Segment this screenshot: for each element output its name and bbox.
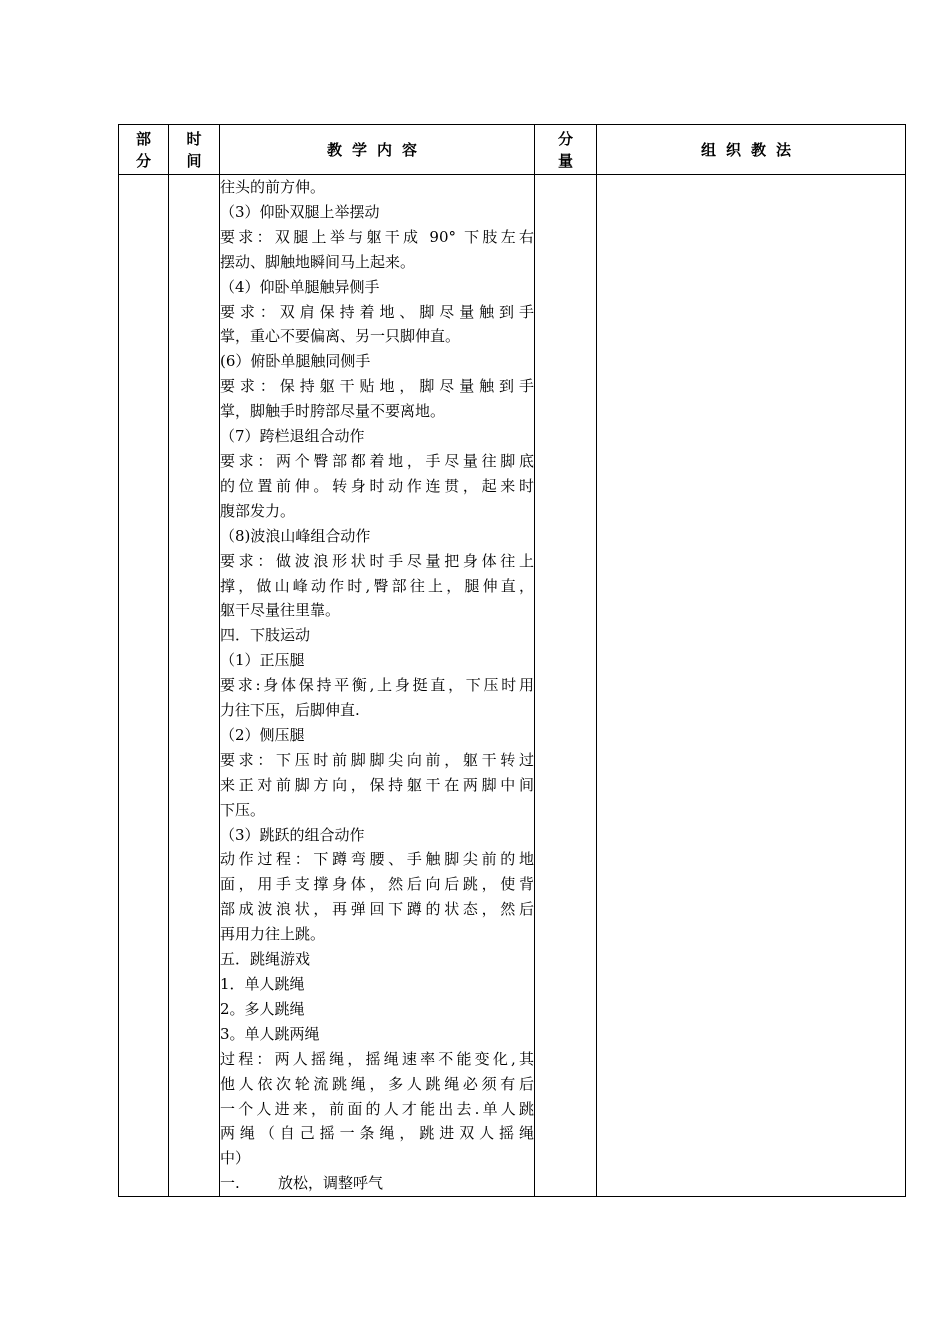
amount-cell	[535, 175, 597, 1197]
relax-text: 放松，调整呼气	[278, 1174, 384, 1193]
header-time: 时 间	[169, 125, 220, 175]
content-line: 中）	[220, 1149, 251, 1168]
content-line: 要求:身体保持平衡,上身挺直，下压时用	[220, 676, 534, 695]
time-cell	[169, 175, 220, 1197]
content-line: 撑，做山峰动作时,臀部往上，腿伸直，	[220, 576, 534, 595]
header-teaching-content: 教学内容	[220, 125, 535, 175]
content-line: 掌，重心不要偏离、另一只脚伸直。	[220, 327, 461, 346]
content-line-last	[220, 1171, 534, 1196]
content-line: （7）跨栏退组合动作	[220, 427, 365, 446]
content-line: (6）俯卧单腿触同侧手	[220, 352, 371, 371]
content-line: 来正对前脚方向，保持躯干在两脚中间	[220, 775, 534, 794]
content-line: 摆动、脚触地瞬间马上起来。	[220, 252, 416, 271]
content-line: 往头的前方伸。	[220, 178, 326, 196]
content-line: 躯干尽量往里靠。	[220, 601, 341, 620]
header-amount: 分 量	[535, 125, 597, 175]
content-line: （8)波浪山峰组合动作	[220, 526, 371, 545]
content-line: 1．单人跳绳	[220, 975, 305, 993]
content-line: 2。多人跳绳	[220, 999, 305, 1018]
content-line: （4）仰卧单腿触异侧手	[220, 277, 380, 296]
content-line: 的位置前伸。转身时动作连贯，起来时	[220, 476, 534, 495]
content-line: 下压。	[220, 800, 266, 819]
organization-method-cell	[597, 175, 906, 1197]
content-line: 要求：保持躯干贴地，脚尽量触到手	[220, 377, 534, 396]
content-line: 四．下肢运动	[220, 626, 311, 645]
content-line: （3）仰卧双腿上举摆动	[220, 202, 380, 221]
content-line: 两绳（自己摇一条绳，跳进双人摇绳	[220, 1124, 534, 1143]
content-line: 要求：双肩保持着地、脚尽量触到手	[220, 302, 534, 321]
content-line: 掌，脚触手时胯部尽量不要离地。	[220, 402, 446, 421]
content-line: 3。单人跳两绳	[220, 1024, 320, 1043]
content-line: 过程：两人摇绳，摇绳速率不能变化,其	[220, 1049, 534, 1068]
content-line: 要求：两个臀部都着地，手尽量往脚底	[220, 451, 534, 470]
content-line: 要求：做波浪形状时手尽量把身体往上	[220, 551, 534, 570]
content-line: 部成波浪状，再弹回下蹲的状态，然后	[220, 900, 534, 919]
header-organization-method: 组织教法	[597, 125, 906, 175]
content-line: 要求：双腿上举与躯干成 90° 下肢左右	[220, 227, 534, 246]
header-row	[119, 125, 906, 175]
content-line: （2）侧压腿	[220, 725, 305, 744]
content-line: 动作过程：下蹲弯腰、手触脚尖前的地	[220, 850, 534, 869]
list-marker: 一.	[220, 1174, 240, 1193]
body-row	[119, 175, 906, 1197]
section-cell	[119, 175, 169, 1197]
content-line: 五．跳绳游戏	[220, 950, 311, 969]
content-line: 他人依次轮流跳绳，多人跳绳必须有后	[220, 1074, 534, 1093]
lesson-plan-table	[118, 124, 906, 1197]
content-line: 要求：下压时前脚脚尖向前，躯干转过	[220, 750, 534, 769]
content-line: （1）正压腿	[220, 651, 305, 670]
content-line: 再用力往上跳。	[220, 925, 326, 944]
content-line: 力往下压，后脚伸直.	[220, 701, 360, 720]
content-line: 面，用手支撑身体，然后向后跳，使背	[220, 875, 534, 894]
content-line: 一个人进来，前面的人才能出去.单人跳	[220, 1099, 534, 1118]
content-line: （3）跳跃的组合动作	[220, 825, 365, 844]
content-line: 腹部发力。	[220, 501, 296, 520]
content-cell	[220, 175, 535, 1197]
header-section: 部 分	[119, 125, 169, 175]
